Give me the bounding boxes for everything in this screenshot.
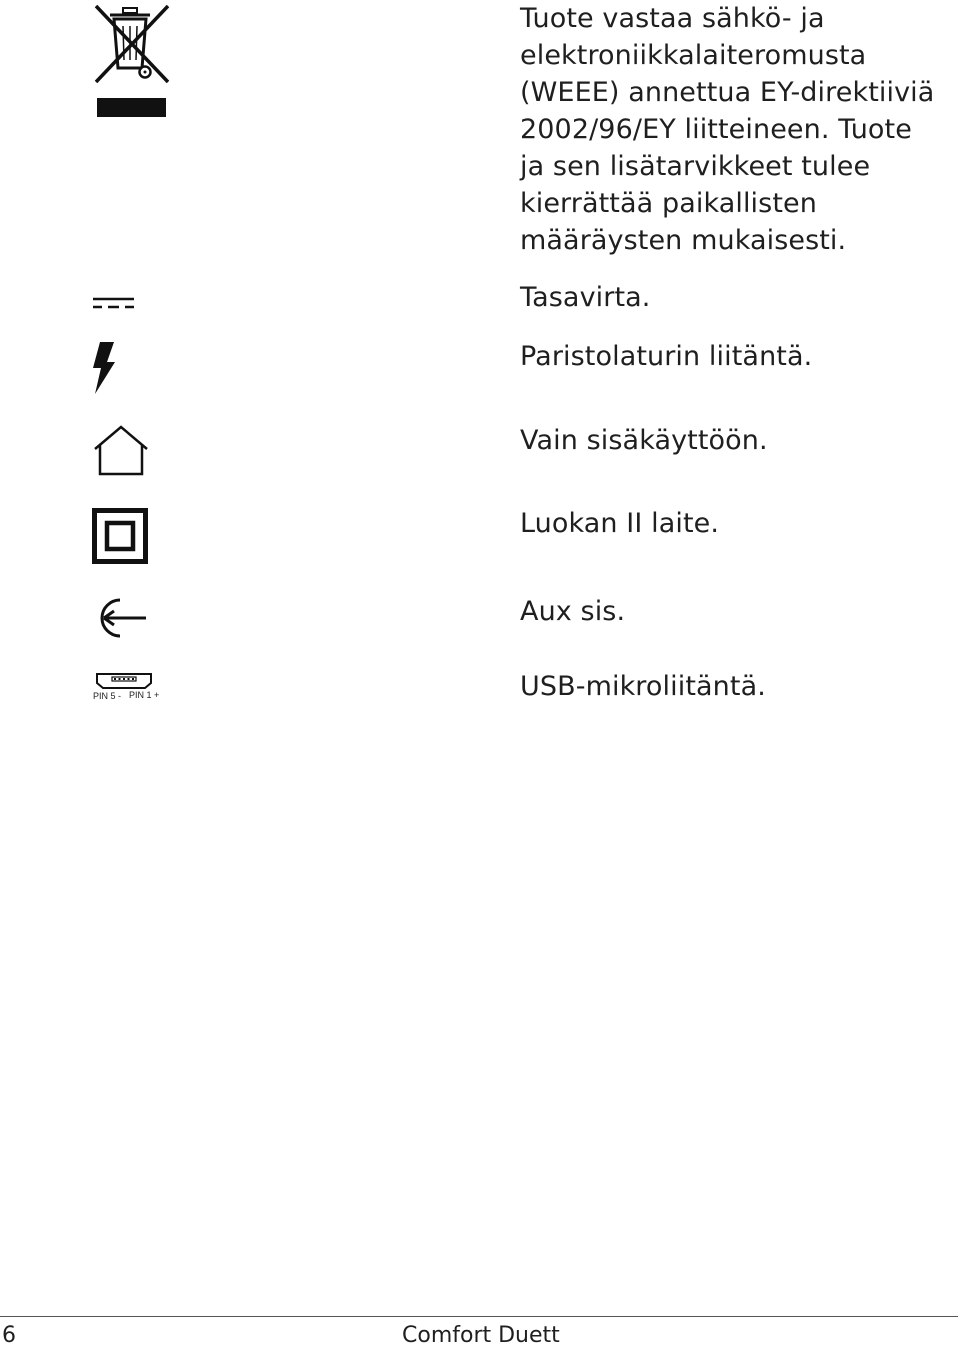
usb-pin1-label: PIN 1 + (129, 690, 160, 700)
usb-pin5-label: PIN 5 - (93, 691, 122, 701)
aux-description: Aux sis. (520, 596, 626, 627)
usb-description: USB-mikroliitäntä. (520, 671, 766, 702)
charger-description: Paristolaturin liitäntä. (520, 341, 813, 372)
crossed-out-wheelie-bin-icon (90, 2, 172, 120)
indoor-description: Vain sisäkäyttöön. (520, 425, 768, 456)
direct-current-icon (92, 296, 136, 310)
house-icon (92, 425, 150, 477)
class2-description: Luokan II laite. (520, 508, 720, 539)
lightning-bolt-icon (90, 340, 120, 396)
dc-description: Tasavirta. (520, 282, 651, 313)
input-arrow-icon (90, 595, 148, 641)
weee-description: Tuote vastaa sähkö- ja elektroniikkalaiteromusta (WEEE) annettua EY-direktiiviä 2002/96/EY liitteineen. Tuote ja sen lisätarvikkeet tulee kierrättää paikallisten määräysten mukaisesti. (520, 3, 935, 256)
double-square-icon (92, 508, 148, 564)
footer-title: Comfort Duett (402, 1323, 560, 1348)
usb-micro-connector-icon (95, 672, 153, 690)
page-number: 6 (2, 1323, 16, 1348)
footer-divider (0, 1316, 958, 1317)
